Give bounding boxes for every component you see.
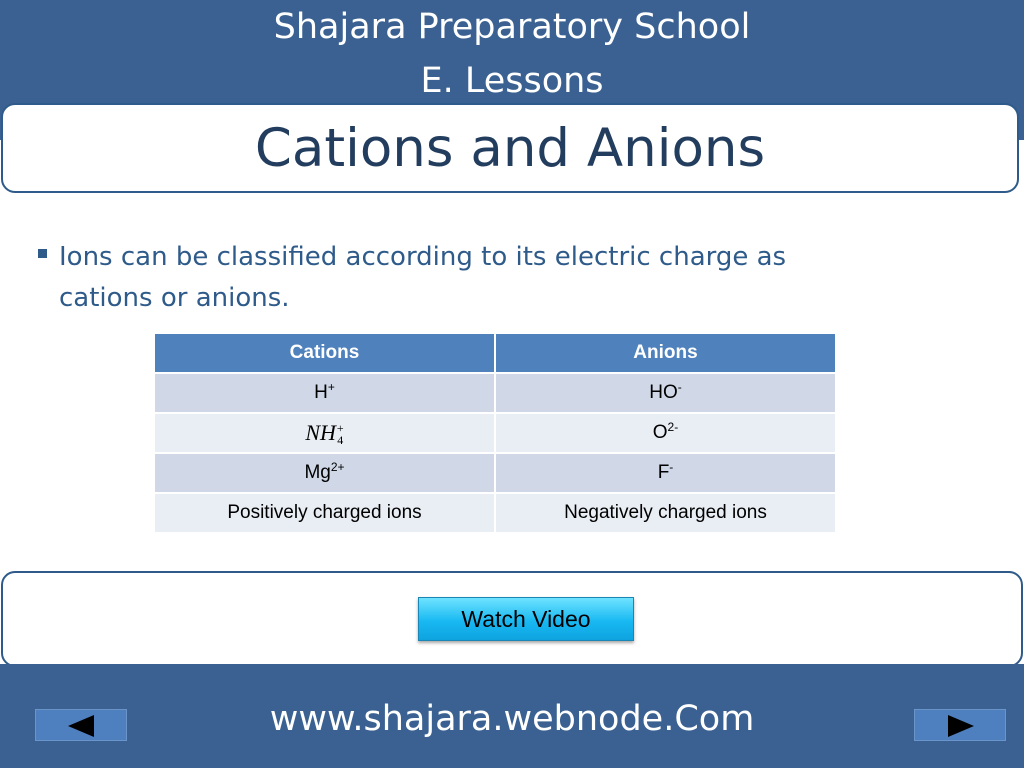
watch-video-button[interactable]: Watch Video bbox=[418, 597, 634, 641]
anion-symbol: HO bbox=[649, 382, 678, 403]
ions-table bbox=[153, 332, 837, 534]
table-row bbox=[154, 413, 836, 453]
square-bullet-icon bbox=[38, 249, 47, 258]
school-subtitle: E. Lessons bbox=[420, 61, 604, 101]
cation-subscript: 4 bbox=[337, 433, 344, 448]
anions-summary: Negatively charged ions bbox=[495, 493, 836, 533]
school-name: Shajara Preparatory School bbox=[273, 7, 751, 47]
arrow-right-icon bbox=[948, 715, 974, 737]
anion-cell bbox=[495, 413, 836, 453]
anion-charge: 2- bbox=[667, 420, 679, 434]
cation-charge: + bbox=[336, 421, 344, 436]
bullet-text: Ions can be classified according to its electric charge as cations or anions. bbox=[59, 242, 787, 313]
slide-title-box bbox=[1, 103, 1019, 193]
cation-symbol: Mg bbox=[304, 462, 331, 483]
ammonium-formula bbox=[305, 420, 343, 447]
anion-symbol: F bbox=[657, 462, 670, 483]
arrow-left-icon bbox=[68, 715, 94, 737]
slide-title: Cations and Anions bbox=[254, 117, 766, 179]
anion-charge: - bbox=[669, 460, 674, 474]
anion-charge: - bbox=[677, 380, 682, 394]
cation-symbol: H bbox=[314, 382, 328, 403]
table-row bbox=[154, 493, 836, 533]
site-url[interactable]: www.shajara.webnode.Com bbox=[269, 699, 755, 739]
cation-charge: 2+ bbox=[330, 460, 345, 474]
next-slide-button[interactable] bbox=[914, 709, 1006, 741]
bullet-item bbox=[38, 237, 838, 319]
cation-symbol: NH bbox=[305, 419, 336, 445]
header-cations: Cations bbox=[154, 333, 495, 373]
header-anions: Anions bbox=[495, 333, 836, 373]
cation-cell bbox=[154, 453, 495, 493]
cation-cell bbox=[154, 413, 495, 453]
anion-cell bbox=[495, 373, 836, 413]
anion-symbol: O bbox=[652, 422, 668, 443]
cation-cell bbox=[154, 373, 495, 413]
cations-summary: Positively charged ions bbox=[154, 493, 495, 533]
anion-cell bbox=[495, 453, 836, 493]
table-row bbox=[154, 373, 836, 413]
table-row bbox=[154, 453, 836, 493]
previous-slide-button[interactable] bbox=[35, 709, 127, 741]
cation-charge: + bbox=[327, 380, 335, 394]
table-header-row bbox=[154, 333, 836, 373]
